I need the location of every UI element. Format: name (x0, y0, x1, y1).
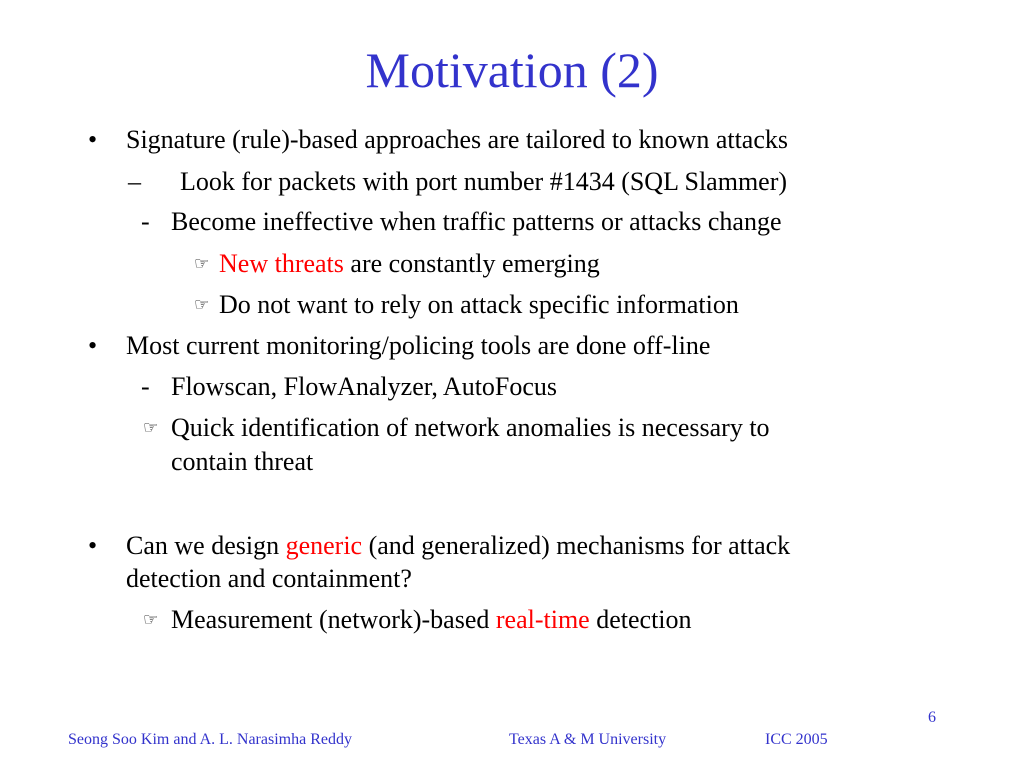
slide-title: Motivation (2) (365, 42, 659, 98)
bullet-2-text: Most current monitoring/policing tools are done off-line (126, 331, 711, 360)
dash-marker: – (128, 167, 141, 196)
hyphen-marker: - (141, 207, 150, 236)
bullet-3-sub-post: detection (589, 605, 692, 634)
bullet-1-sub-2-text: Become ineffective when traffic patterns or attacks change (171, 207, 782, 236)
highlight-real-time: real-time (495, 605, 590, 634)
bullet-2-sub-2-line1: Quick identification of network anomalies is necessary to (171, 413, 770, 442)
bullet-3-post: (and generalized) mechanisms for attack (362, 531, 791, 560)
bullet-1-sub-2-sub-2-text: Do not want to rely on attack specific information (219, 290, 739, 319)
bullet-marker: • (88, 125, 98, 154)
bullet-1-text: Signature (rule)-based approaches are tailored to known attacks (126, 125, 789, 154)
bullet-1-sub-2-sub-1 (219, 248, 600, 280)
bullet-1-sub-1-text: Look for packets with port number #1434 (SQL Slammer) (180, 167, 788, 196)
hyphen-marker: - (141, 372, 150, 401)
pointing-hand-icon: ☞ (194, 295, 210, 315)
bullet-marker: • (88, 531, 98, 560)
bullet-3-pre: Can we design (126, 531, 286, 560)
bullet-2-sub-1-text: Flowscan, FlowAnalyzer, AutoFocus (171, 372, 558, 401)
bullet-3-line2: detection and containment? (126, 564, 412, 593)
bullet-3-sub-1 (171, 604, 692, 636)
highlight-generic: generic (285, 531, 363, 560)
footer-university: Texas A & M University (509, 731, 667, 748)
footer-conference: ICC 2005 (765, 731, 828, 748)
bullet-2-sub-2-line2: contain threat (171, 447, 314, 476)
page-number: 6 (928, 709, 936, 726)
pointing-hand-icon: ☞ (194, 254, 210, 274)
pointing-hand-icon: ☞ (143, 418, 159, 438)
bullet-3-line1 (126, 530, 790, 562)
highlight-new-threats: New threats (219, 249, 344, 278)
bullet-marker: • (88, 331, 98, 360)
bullet-3-sub-pre: Measurement (network)-based (171, 605, 496, 634)
footer-authors: Seong Soo Kim and A. L. Narasimha Reddy (68, 731, 352, 748)
pointing-hand-icon: ☞ (143, 610, 159, 630)
constantly-emerging-text: are constantly emerging (343, 249, 600, 278)
